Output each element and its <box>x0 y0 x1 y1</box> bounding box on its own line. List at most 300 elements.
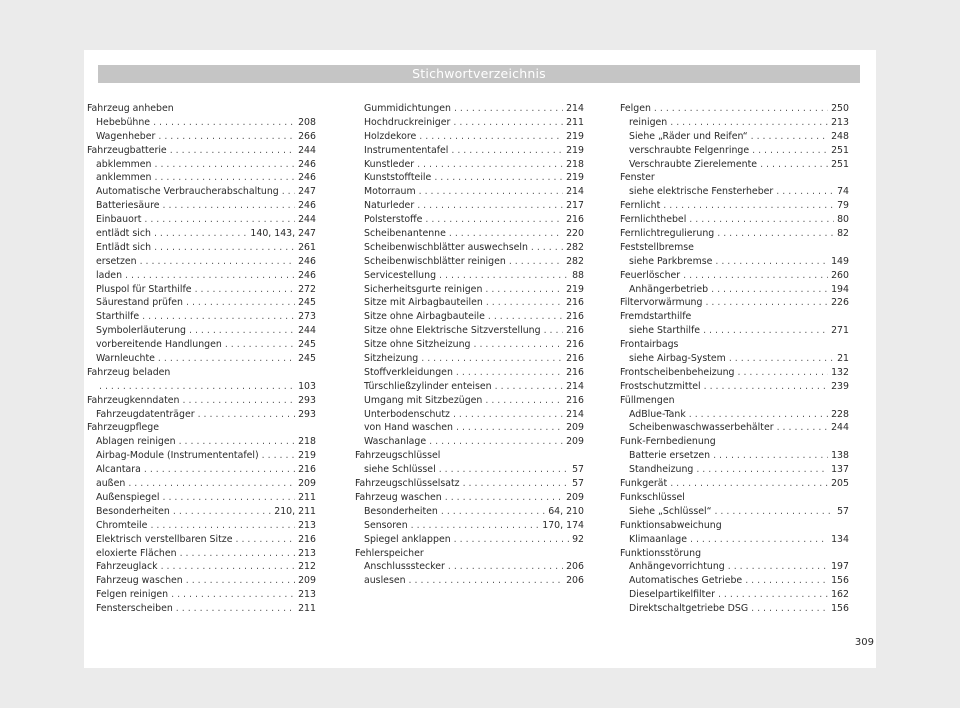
entry-page-ref: 248 <box>831 130 849 142</box>
dot-leader <box>171 588 295 602</box>
entry-label: Unterbodenschutz <box>364 408 450 420</box>
entry-label: Fahrzeug waschen <box>355 491 442 503</box>
dot-leader <box>728 560 828 574</box>
dot-leader <box>690 533 828 547</box>
entry-label: Scheibenwaschwasserbehälter <box>629 422 774 434</box>
entry-label: siehe Parkbremse <box>629 255 713 267</box>
entry-page-ref: 251 <box>831 158 849 170</box>
index-subentry <box>87 158 316 172</box>
entry-page-ref: 92 <box>572 533 584 545</box>
index-subentry <box>620 283 849 297</box>
index-entry <box>620 213 849 227</box>
index-heading: Funktionsabweichung <box>620 519 722 531</box>
dot-leader <box>235 533 295 547</box>
index-subentry <box>355 227 584 241</box>
index-entry <box>620 227 849 241</box>
entry-label: Besonderheiten <box>96 505 170 517</box>
dot-leader <box>683 269 828 283</box>
entry-label: Spiegel anklappen <box>364 533 451 545</box>
entry-page-ref: 272 <box>298 283 316 295</box>
entry-page-ref: 216 <box>566 339 584 351</box>
index-subentry <box>355 158 584 172</box>
dot-leader <box>453 116 563 130</box>
dot-leader <box>409 574 564 588</box>
dot-leader <box>451 144 563 158</box>
index-entry <box>620 366 849 380</box>
entry-page-ref: 140, 143, 247 <box>250 228 316 240</box>
entry-label: Funkgerät <box>620 478 668 490</box>
entry-page-ref: 282 <box>566 255 584 267</box>
dot-leader <box>417 158 563 172</box>
index-subentry <box>355 352 584 366</box>
entry-label: Kunstleder <box>364 158 415 170</box>
dot-leader <box>488 310 563 324</box>
dot-leader <box>195 283 296 297</box>
index-page <box>84 50 876 668</box>
entry-label: Batterie ersetzen <box>629 450 711 462</box>
index-subentry <box>620 255 849 269</box>
entry-page-ref: 245 <box>298 297 316 309</box>
index-subentry <box>87 547 316 561</box>
index-subentry <box>620 533 849 547</box>
index-subentry <box>620 185 849 199</box>
index-subentry <box>620 352 849 366</box>
dot-leader <box>154 171 295 185</box>
index-subentry <box>87 130 316 144</box>
entry-label: siehe Schlüssel <box>364 464 436 476</box>
entry-label: siehe elektrische Fensterheber <box>629 186 774 198</box>
entry-page-ref: 244 <box>298 325 316 337</box>
dot-leader <box>419 130 563 144</box>
index-entry <box>355 491 584 505</box>
dot-leader <box>429 435 563 449</box>
index-subentry <box>87 588 316 602</box>
dot-leader <box>417 199 563 213</box>
entry-label: laden <box>96 269 123 281</box>
entry-label: Starthilfe <box>96 311 140 323</box>
entry-label: Anhängevorrichtung <box>629 561 725 573</box>
entry-label: Automatische Verbraucherabschaltung <box>96 186 279 198</box>
dot-leader <box>454 102 563 116</box>
entry-page-ref: 247 <box>298 186 316 198</box>
entry-page-ref: 246 <box>298 200 316 212</box>
entry-label: Airbag-Module (Instrumententafel) <box>96 450 259 462</box>
dot-leader <box>158 130 295 144</box>
entry-label: Klimaanlage <box>629 533 687 545</box>
dot-leader <box>282 185 295 199</box>
dot-leader <box>441 505 545 519</box>
entry-page-ref: 293 <box>298 408 316 420</box>
entry-page-ref: 132 <box>831 366 849 378</box>
dot-leader <box>711 283 828 297</box>
entry-page-ref: 211 <box>298 603 316 615</box>
entry-page-ref: 245 <box>298 353 316 365</box>
entry-label: Scheibenwischblätter reinigen <box>364 255 506 267</box>
entry-label: von Hand waschen <box>364 422 453 434</box>
index-subentry <box>355 394 584 408</box>
dot-leader <box>495 380 563 394</box>
dot-leader <box>176 602 295 616</box>
dot-leader <box>509 255 563 269</box>
dot-leader <box>486 296 563 310</box>
index-subentry <box>620 602 849 616</box>
dot-leader <box>153 116 295 130</box>
entry-page-ref: 261 <box>298 241 316 253</box>
entry-label: Sitze ohne Elektrische Sitzverstellung <box>364 325 541 337</box>
entry-label: siehe Airbag-System <box>629 353 726 365</box>
entry-page-ref: 260 <box>831 269 849 281</box>
entry-label: Standheizung <box>629 464 694 476</box>
dot-leader <box>262 449 295 463</box>
index-subentry <box>87 324 316 338</box>
dot-leader <box>663 199 834 213</box>
index-subentry <box>87 574 316 588</box>
entry-page-ref: 217 <box>566 200 584 212</box>
index-subentry <box>87 380 316 394</box>
entry-label: ersetzen <box>96 255 137 267</box>
index-subentry <box>355 505 584 519</box>
entry-page-ref: 216 <box>566 325 584 337</box>
entry-page-ref: 82 <box>837 228 849 240</box>
entry-page-ref: 246 <box>298 269 316 281</box>
entry-page-ref: 206 <box>566 575 584 587</box>
entry-label: Scheibenwischblätter auswechseln <box>364 241 528 253</box>
index-subentry <box>87 185 316 199</box>
entry-label: Sicherheitsgurte reinigen <box>364 283 483 295</box>
entry-label: entlädt sich <box>96 228 151 240</box>
dot-leader <box>745 574 828 588</box>
entry-page-ref: 218 <box>566 158 584 170</box>
index-heading: Fahrzeug anheben <box>87 103 174 114</box>
dot-leader <box>544 324 564 338</box>
index-subentry <box>355 519 584 533</box>
page-number: 309 <box>854 637 874 648</box>
dot-leader <box>485 283 563 297</box>
index-entry <box>620 477 849 491</box>
entry-label: vorbereitende Handlungen <box>96 339 222 351</box>
index-column-1 <box>87 102 316 616</box>
dot-leader <box>180 547 296 561</box>
entry-page-ref: 213 <box>298 519 316 531</box>
dot-leader <box>144 213 295 227</box>
dot-leader <box>173 505 271 519</box>
entry-page-ref: 218 <box>298 436 316 448</box>
dot-leader <box>713 449 828 463</box>
index-subentry <box>87 505 316 519</box>
dot-leader <box>453 408 563 422</box>
dot-leader <box>449 227 563 241</box>
index-subentry <box>87 269 316 283</box>
entry-label: Anschlussstecker <box>364 561 445 573</box>
entry-label: Holzdekore <box>364 130 417 142</box>
index-entry <box>87 394 316 408</box>
entry-page-ref: 206 <box>566 561 584 573</box>
entry-label: Filtervorwärmung <box>620 297 703 309</box>
entry-page-ref: 216 <box>298 464 316 476</box>
index-subentry <box>87 227 316 241</box>
entry-label: Felgen reinigen <box>96 589 169 601</box>
entry-page-ref: 170, 174 <box>542 519 584 531</box>
index-subentry <box>355 560 584 574</box>
index-subentry <box>355 574 584 588</box>
entry-page-ref: 216 <box>566 366 584 378</box>
index-subentry <box>620 130 849 144</box>
index-subentry <box>87 241 316 255</box>
entry-label: Stoffverkleidungen <box>364 366 453 378</box>
index-column-2 <box>355 102 584 588</box>
entry-page-ref: 219 <box>566 283 584 295</box>
entry-label: Anhängerbetrieb <box>629 283 709 295</box>
index-heading: Fremdstarthilfe <box>620 311 692 323</box>
dot-leader <box>670 116 828 130</box>
entry-label: eloxierte Flächen <box>96 547 177 559</box>
index-subentry <box>87 171 316 185</box>
entry-page-ref: 244 <box>298 144 316 156</box>
dot-leader <box>142 310 295 324</box>
entry-label: Felgen <box>620 103 651 114</box>
entry-label: auslesen <box>364 575 406 587</box>
index-subentry <box>355 380 584 394</box>
entry-page-ref: 213 <box>831 116 849 128</box>
entry-label: Servicestellung <box>364 269 437 281</box>
index-subentry <box>355 171 584 185</box>
entry-page-ref: 273 <box>298 311 316 323</box>
dot-leader <box>154 241 295 255</box>
page-title: Stichwortverzeichnis <box>412 66 546 81</box>
index-subentry <box>355 296 584 310</box>
entry-label: Türschließzylinder enteisen <box>364 380 492 392</box>
index-subentry <box>355 366 584 380</box>
dot-leader <box>161 560 296 574</box>
entry-label: Besonderheiten <box>364 505 438 517</box>
index-subentry <box>87 560 316 574</box>
entry-page-ref: 209 <box>566 436 584 448</box>
index-subentry <box>355 310 584 324</box>
entry-page-ref: 216 <box>566 311 584 323</box>
index-heading: Funktionsstörung <box>620 547 702 559</box>
entry-label: Batteriesäure <box>96 200 160 212</box>
dot-leader <box>738 366 829 380</box>
entry-label: Waschanlage <box>364 436 427 448</box>
entry-label: Umgang mit Sitzbezügen <box>364 394 483 406</box>
index-subentry <box>87 310 316 324</box>
entry-label: Gummidichtungen <box>364 103 451 114</box>
entry-label: Pluspol für Starthilfe <box>96 283 192 295</box>
entry-label: Fahrzeugdatenträger <box>96 408 195 420</box>
index-subentry <box>355 421 584 435</box>
entry-page-ref: 194 <box>831 283 849 295</box>
dot-leader <box>456 421 563 435</box>
dot-leader <box>654 102 828 116</box>
dot-leader <box>531 241 563 255</box>
dot-leader <box>125 269 295 283</box>
index-heading: Funkschlüssel <box>620 491 685 503</box>
entry-page-ref: 244 <box>831 422 849 434</box>
entry-label: Fernlichtregulierung <box>620 228 715 240</box>
entry-page-ref: 228 <box>831 408 849 420</box>
entry-page-ref: 197 <box>831 561 849 573</box>
entry-label: Elektrisch verstellbaren Sitze <box>96 533 233 545</box>
dot-leader <box>163 199 296 213</box>
index-subentry <box>87 199 316 213</box>
entry-page-ref: 138 <box>831 450 849 462</box>
entry-page-ref: 209 <box>566 491 584 503</box>
entry-page-ref: 219 <box>298 450 316 462</box>
entry-page-ref: 103 <box>298 380 316 392</box>
entry-label: Dieselpartikelfilter <box>629 589 715 601</box>
dot-leader <box>485 394 563 408</box>
index-subentry <box>355 269 584 283</box>
dot-leader <box>186 574 295 588</box>
entry-page-ref: 271 <box>831 325 849 337</box>
index-entry <box>620 296 849 310</box>
index-subentry <box>620 421 849 435</box>
index-subentry <box>620 449 849 463</box>
entry-label: Fernlicht <box>620 200 661 212</box>
index-subentry <box>87 533 316 547</box>
index-heading: Frontairbags <box>620 339 679 351</box>
dot-leader <box>705 296 828 310</box>
entry-label: Polsterstoffe <box>364 214 423 226</box>
dot-leader <box>777 421 829 435</box>
entry-page-ref: 212 <box>298 561 316 573</box>
entry-page-ref: 156 <box>831 603 849 615</box>
dot-leader <box>474 338 564 352</box>
entry-label: Sitze mit Airbagbauteilen <box>364 297 483 309</box>
index-subentry <box>355 130 584 144</box>
entry-page-ref: 216 <box>566 394 584 406</box>
entry-label: Frontscheibenbeheizung <box>620 366 735 378</box>
entry-label: Siehe „Räder und Reifen“ <box>629 130 748 142</box>
index-subentry <box>355 435 584 449</box>
entry-page-ref: 205 <box>831 478 849 490</box>
dot-leader <box>179 435 296 449</box>
index-entry <box>620 269 849 283</box>
entry-label: Fahrzeug waschen <box>96 575 183 587</box>
entry-label: Chromteile <box>96 519 148 531</box>
entry-label: Säurestand prüfen <box>96 297 183 309</box>
dot-leader <box>411 519 540 533</box>
dot-leader <box>718 588 828 602</box>
dot-leader <box>714 505 834 519</box>
entry-page-ref: 156 <box>831 575 849 587</box>
entry-page-ref: 251 <box>831 144 849 156</box>
index-subentry <box>355 324 584 338</box>
entry-label: Kunststoffteile <box>364 172 432 184</box>
index-subentry <box>355 533 584 547</box>
index-subentry <box>87 449 316 463</box>
dot-leader <box>425 213 563 227</box>
dot-leader <box>689 213 834 227</box>
entry-page-ref: 245 <box>298 339 316 351</box>
index-subentry <box>620 560 849 574</box>
dot-leader <box>99 380 295 394</box>
entry-page-ref: 282 <box>566 241 584 253</box>
entry-page-ref: 219 <box>566 172 584 184</box>
entry-page-ref: 214 <box>566 103 584 114</box>
index-entry <box>87 144 316 158</box>
entry-page-ref: 211 <box>298 491 316 503</box>
entry-label: Ablagen reinigen <box>96 436 176 448</box>
index-subentry <box>355 255 584 269</box>
dot-leader <box>154 158 295 172</box>
index-subentry <box>620 505 849 519</box>
index-heading: Fahrzeugpflege <box>87 422 159 434</box>
entry-label: außen <box>96 478 126 490</box>
dot-leader <box>752 144 828 158</box>
dot-leader <box>154 227 247 241</box>
entry-page-ref: 209 <box>298 478 316 490</box>
index-column-3 <box>620 102 849 616</box>
index-subentry <box>355 102 584 116</box>
entry-label: anklemmen <box>96 172 152 184</box>
entry-page-ref: 80 <box>837 214 849 226</box>
index-subentry <box>355 241 584 255</box>
index-entry <box>355 477 584 491</box>
dot-leader <box>182 394 295 408</box>
entry-label: Automatisches Getriebe <box>629 575 743 587</box>
entry-page-ref: 250 <box>831 103 849 114</box>
entry-page-ref: 57 <box>572 464 584 476</box>
entry-page-ref: 216 <box>566 297 584 309</box>
dot-leader <box>760 158 828 172</box>
index-entry <box>620 199 849 213</box>
entry-page-ref: 57 <box>837 505 849 517</box>
dot-leader <box>689 408 828 422</box>
dot-leader <box>419 185 563 199</box>
dot-leader <box>198 408 296 422</box>
entry-label: Fensterscheiben <box>96 603 173 615</box>
entry-label: Scheibenantenne <box>364 228 446 240</box>
entry-label: Außenspiegel <box>96 491 160 503</box>
index-subentry <box>355 408 584 422</box>
index-subentry <box>87 352 316 366</box>
dot-leader <box>456 366 563 380</box>
entry-page-ref: 211 <box>566 116 584 128</box>
index-subentry <box>87 463 316 477</box>
index-subentry <box>355 463 584 477</box>
entry-label: Instrumententafel <box>364 144 449 156</box>
entry-label: Direktschaltgetriebe DSG <box>629 603 749 615</box>
entry-label: Siehe „Schlüssel“ <box>629 505 712 517</box>
entry-label: Sitze ohne Airbagbauteile <box>364 311 485 323</box>
index-subentry <box>620 324 849 338</box>
entry-page-ref: 208 <box>298 116 316 128</box>
index-heading: Funk-Fernbedienung <box>620 436 716 448</box>
entry-page-ref: 216 <box>298 533 316 545</box>
dot-leader <box>670 477 828 491</box>
dot-leader <box>704 380 828 394</box>
index-heading: Feststellbremse <box>620 241 694 253</box>
entry-page-ref: 209 <box>298 575 316 587</box>
dot-leader <box>439 269 569 283</box>
dot-leader <box>189 324 295 338</box>
entry-page-ref: 57 <box>572 478 584 490</box>
entry-page-ref: 220 <box>566 228 584 240</box>
entry-page-ref: 214 <box>566 408 584 420</box>
dot-leader <box>158 352 295 366</box>
index-subentry <box>620 158 849 172</box>
entry-page-ref: 149 <box>831 255 849 267</box>
entry-label: Fahrzeugkenndaten <box>87 394 180 406</box>
entry-page-ref: 74 <box>837 186 849 198</box>
entry-label: Sensoren <box>364 519 408 531</box>
entry-page-ref: 214 <box>566 186 584 198</box>
entry-label: Sitzheizung <box>364 353 419 365</box>
entry-page-ref: 246 <box>298 172 316 184</box>
entry-page-ref: 137 <box>831 464 849 476</box>
dot-leader <box>128 477 295 491</box>
